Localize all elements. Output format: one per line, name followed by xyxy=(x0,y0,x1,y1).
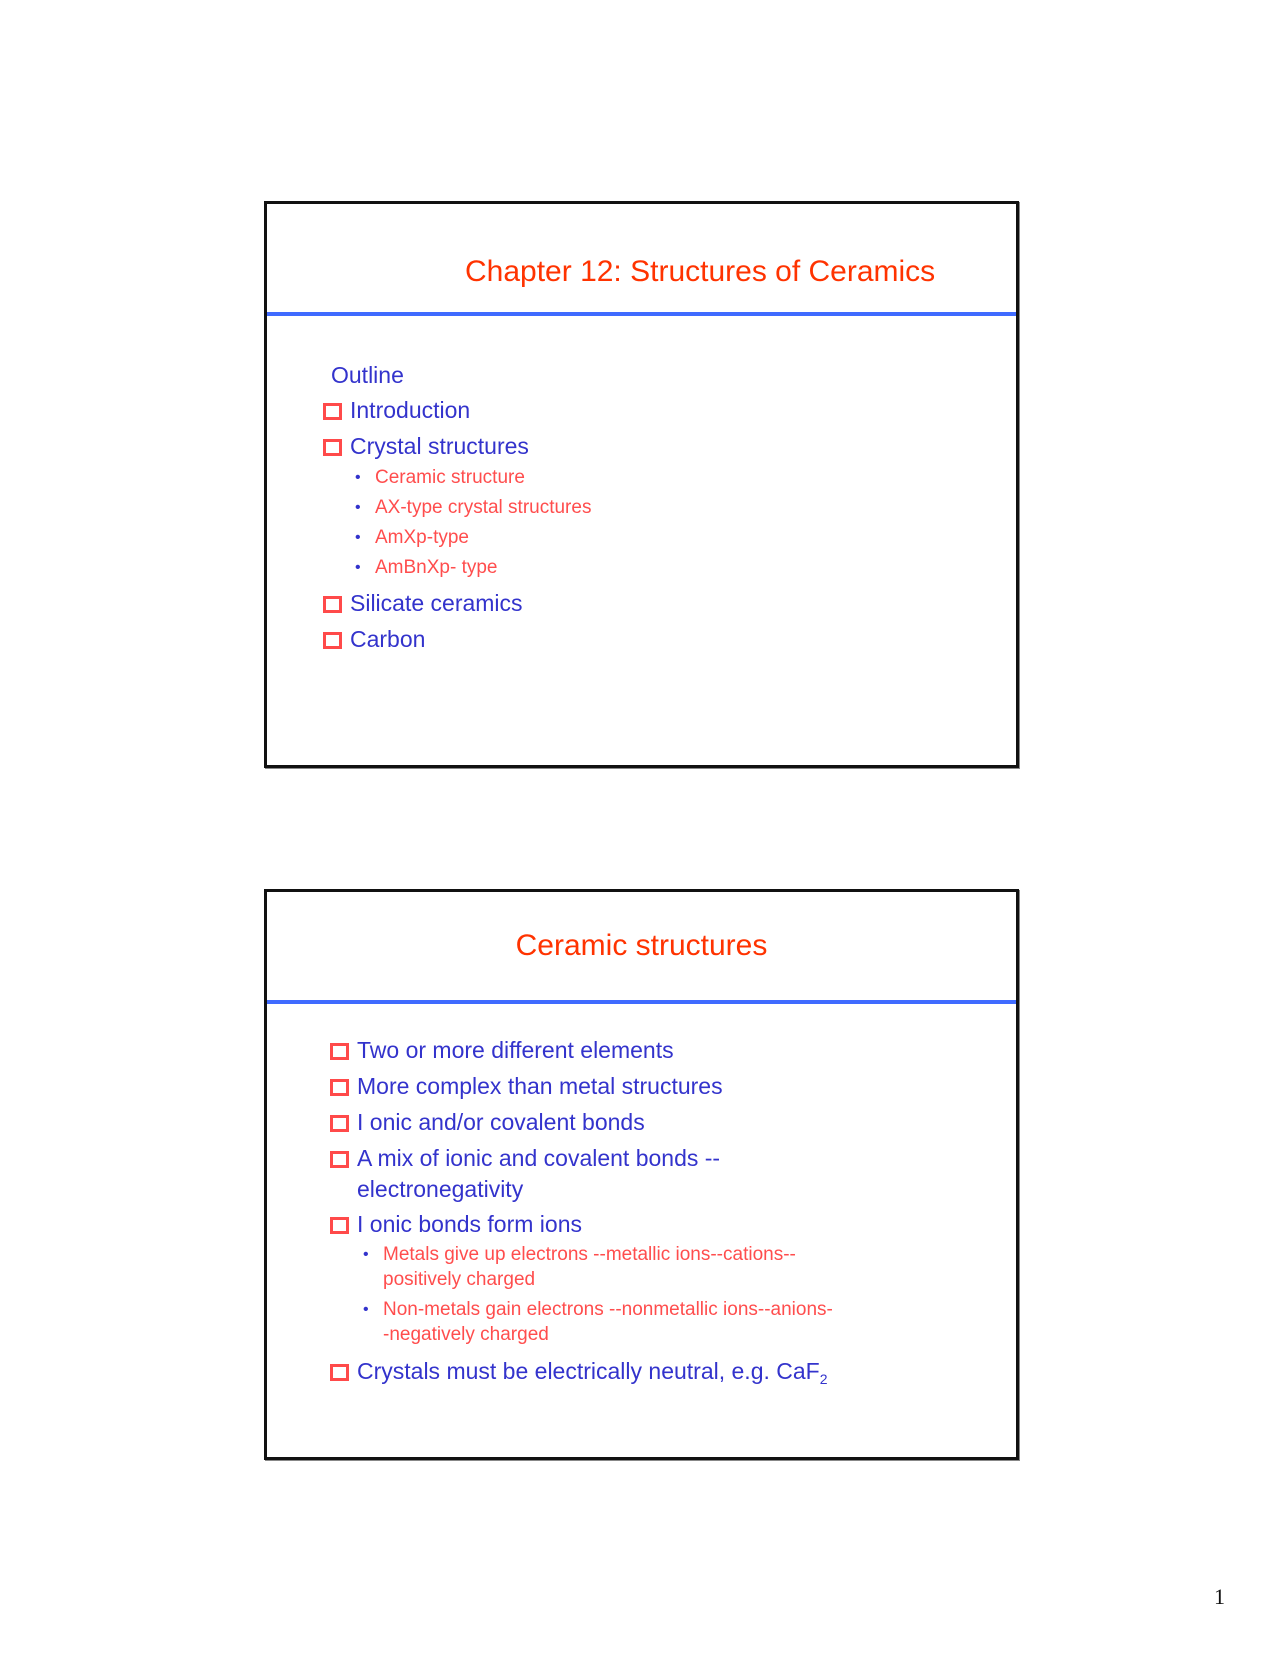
checkbox-icon xyxy=(330,1151,349,1168)
checkbox-icon xyxy=(323,439,342,456)
bullet-icon: • xyxy=(355,469,361,486)
outline-heading: Outline xyxy=(331,362,404,388)
checkbox-icon xyxy=(323,632,342,649)
page-number: 1 xyxy=(1214,1584,1225,1609)
bullet-item-continuation: electronegativity xyxy=(357,1176,524,1202)
title-divider xyxy=(267,1000,1016,1004)
slide-1: Chapter 12: Structures of Ceramics Outline Introduction Crystal structures • Ceramic structure • AX-type crystal structures • AmXp-type • AmBnXp- type Silicate ceramics Carbon xyxy=(264,201,1019,768)
checkbox-icon xyxy=(330,1079,349,1096)
bullet-icon: • xyxy=(355,559,361,576)
checkbox-icon xyxy=(323,596,342,613)
slide-title: Chapter 12: Structures of Ceramics xyxy=(465,255,936,288)
subscript: 2 xyxy=(819,1371,828,1387)
slide-2: Ceramic structures Two or more different elements More complex than metal structures I onic and/or covalent bonds A mix of ionic and covalent bonds -- electronegativity I onic bonds form ions • Metals give up electrons --metallic ions--cations-- positively charged • Non-metals gain electrons --nonmetallic ions--anions- -negatively charged Crystals must be electrically neutral, e.g. CaF$_2$ xyxy=(264,889,1019,1460)
slide-title: Ceramic structures xyxy=(515,929,768,962)
title-divider xyxy=(267,312,1016,316)
bullet-icon: • xyxy=(355,499,361,516)
checkbox-icon xyxy=(330,1217,349,1234)
checkbox-icon xyxy=(323,403,342,420)
checkbox-icon xyxy=(330,1115,349,1132)
bullet-icon: • xyxy=(363,1301,369,1318)
checkbox-icon xyxy=(330,1364,349,1381)
bullet-icon: • xyxy=(363,1246,369,1263)
bullet-icon: • xyxy=(355,529,361,546)
checkbox-icon xyxy=(330,1043,349,1060)
